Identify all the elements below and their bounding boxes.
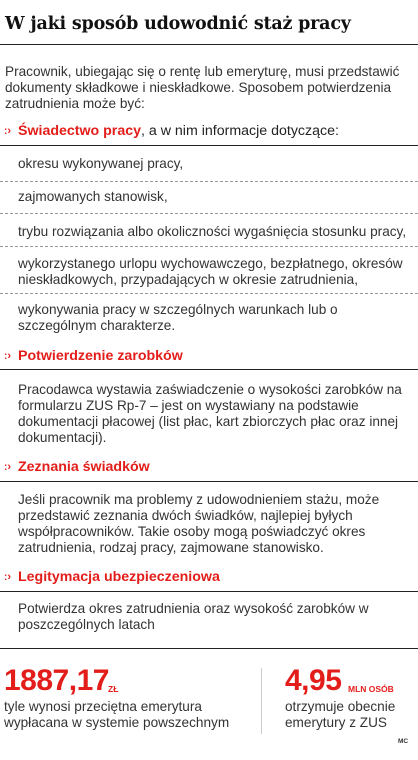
section-text: Jeśli pracownik ma problemy z udowodnieniem stażu, może przedstawić zeznania dwóch świadków, najlepiej byłych współpracowników. Takie osoby mogą poświadczyć okres zatrudnienia, rodzaj pracy, zajmowane stanowisko. [18,492,380,555]
section-text: Potwierdza okres zatrudnienia oraz wysokość zarobków w poszczególnych latach [18,601,369,632]
list-item: zajmowanych stanowisk, [18,189,168,204]
page-title: W jaki sposób udowodnić staż pracy [5,14,351,34]
bullet-marker-icon: :› [4,125,12,137]
stat-pension-unit: ZŁ [108,684,119,694]
title-rule [0,44,418,45]
stat-pension-value: 1887,17 [4,664,109,697]
stat-people-text: otrzymuje obecnie emerytury z ZUS [285,699,396,730]
bullet-marker-icon: :› [4,571,12,583]
section-rule [0,591,418,592]
author-credit: MC [398,738,409,745]
section-heading-witnesses: Zeznania świadków [18,459,150,475]
section-rule [0,481,418,482]
section-rule [0,145,418,146]
bullet-marker-icon: :› [4,350,12,362]
stat-people-unit: MLN OSÓB [348,684,394,694]
section-heading-insurance-card: Legitymacja ubezpieczeniowa [18,569,220,585]
section-heading-earnings: Potwierdzenie zarobków [18,348,183,364]
list-item: trybu rozwiązania albo okoliczności wygaśnięcia stosunku pracy, [18,224,407,239]
section-heading-certificate [18,123,339,139]
stat-pension-text: tyle wynosi przeciętna emerytura wypłacana w systemie powszechnym [4,699,230,730]
item-divider [0,181,418,182]
section-rule [0,369,418,370]
list-item: wykorzystanego urlopu wychowawczego, bezpłatnego, okresów nieskładkowych, przypadających w okresie zatrudnienia, [18,256,403,287]
section-heading-red: Świadectwo pracy [18,123,142,139]
section-heading-rest: , a w nim informacje dotyczące: [141,123,339,139]
item-divider [0,213,418,214]
item-divider [0,293,418,294]
section-text: Pracodawca wystawia zaświadczenie o wysokości zarobków na formularzu ZUS Rp-7 – jest on wystawiany na podstawie dokumentacji płacowej (list płac, kart zbiorczych płac oraz innej dokumentacji). [18,382,402,445]
stats-rule [0,648,418,649]
list-item: okresu wykonywanej pracy, [18,156,184,171]
stats-divider [261,668,262,734]
bullet-marker-icon: :› [4,461,12,473]
stat-people-value: 4,95 [285,664,342,697]
intro-text: Pracownik, ubiegając się o rentę lub emeryturę, musi przedstawić dokumenty składkowe i nieskładkowe. Sposobem potwierdzenia zatrudnienia może być: [5,64,400,111]
item-divider [0,246,418,247]
list-item: wykonywania pracy w szczególnych warunkach lub o szczególnym charakterze. [18,302,338,333]
